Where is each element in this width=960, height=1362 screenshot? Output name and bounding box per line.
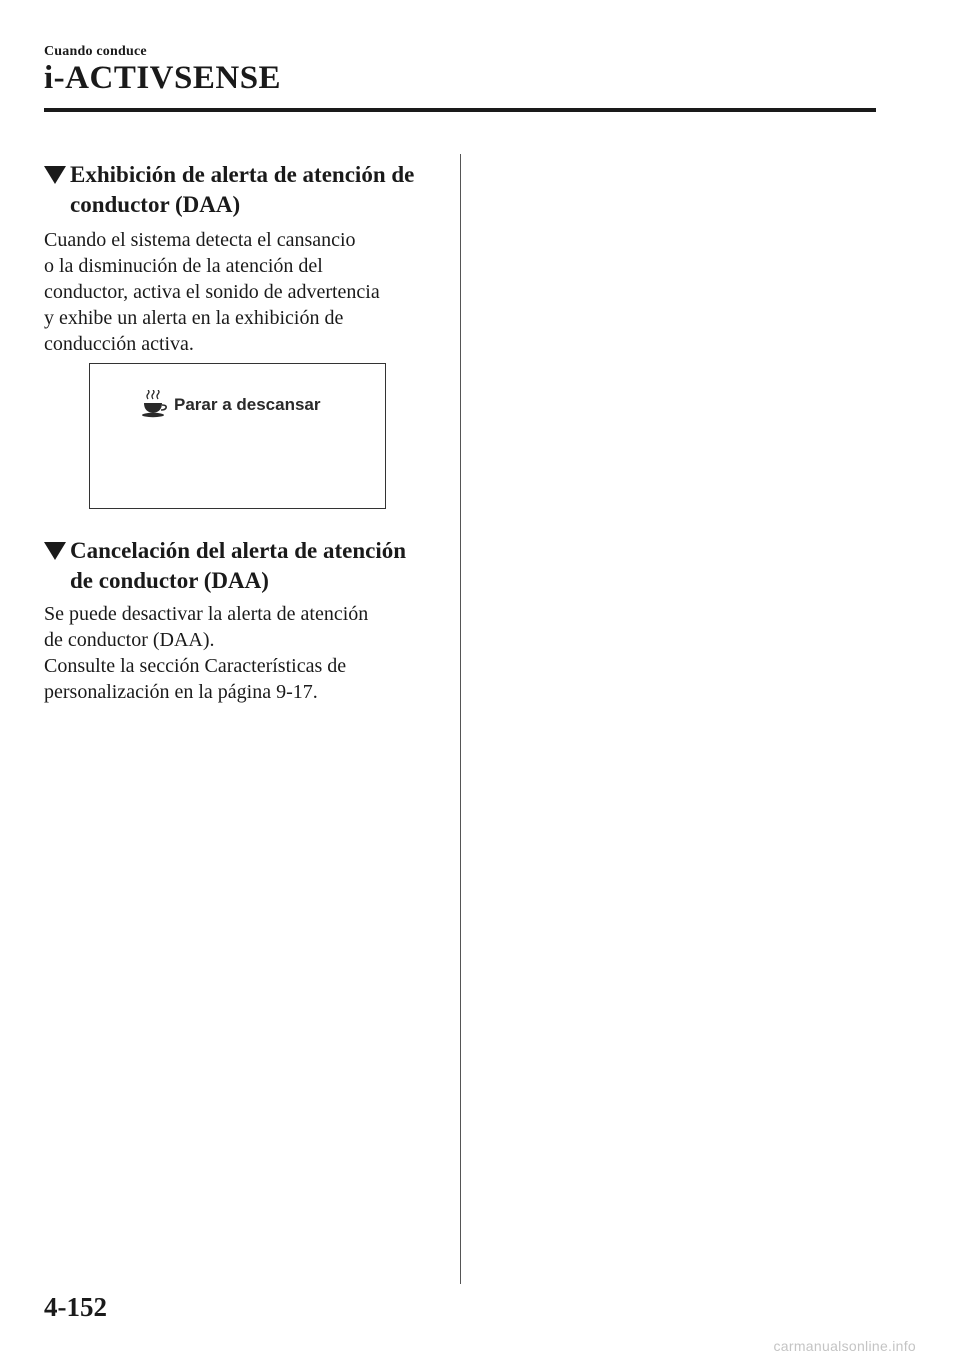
- section-heading-daa-display: [44, 160, 444, 220]
- header-rule: [44, 108, 876, 112]
- section-heading-text: Exhibición de alerta de atención de conductor (DAA): [70, 162, 415, 217]
- section-heading-daa-cancel: [44, 536, 444, 596]
- chapter-title: i-ACTIVSENSE: [44, 60, 282, 96]
- alert-display-figure: [89, 363, 386, 509]
- section-body-daa-cancel: Se puede desactivar la alerta de atención de conductor (DAA). Consulte la sección Características de personalización en la página 9-17.: [44, 603, 369, 703]
- triangle-bullet-icon: [44, 166, 66, 184]
- page-number: 4-152: [44, 1292, 107, 1322]
- watermark: carmanualsonline.info: [773, 1338, 916, 1354]
- section-heading-text: Cancelación del alerta de atención de conductor (DAA): [70, 538, 407, 593]
- section-body-daa-display: Cuando el sistema detecta el cansancio o la disminución de la atención del conductor, activa el sonido de advertencia y exhibe un alerta en la exhibición de conducción activa.: [44, 229, 380, 355]
- alert-message: [142, 390, 321, 420]
- section-label: Cuando conduce: [44, 44, 147, 59]
- alert-message-text: Parar a descansar: [174, 395, 321, 414]
- column-divider: [460, 154, 461, 1284]
- coffee-cup-icon: [142, 390, 168, 420]
- triangle-bullet-icon: [44, 542, 66, 560]
